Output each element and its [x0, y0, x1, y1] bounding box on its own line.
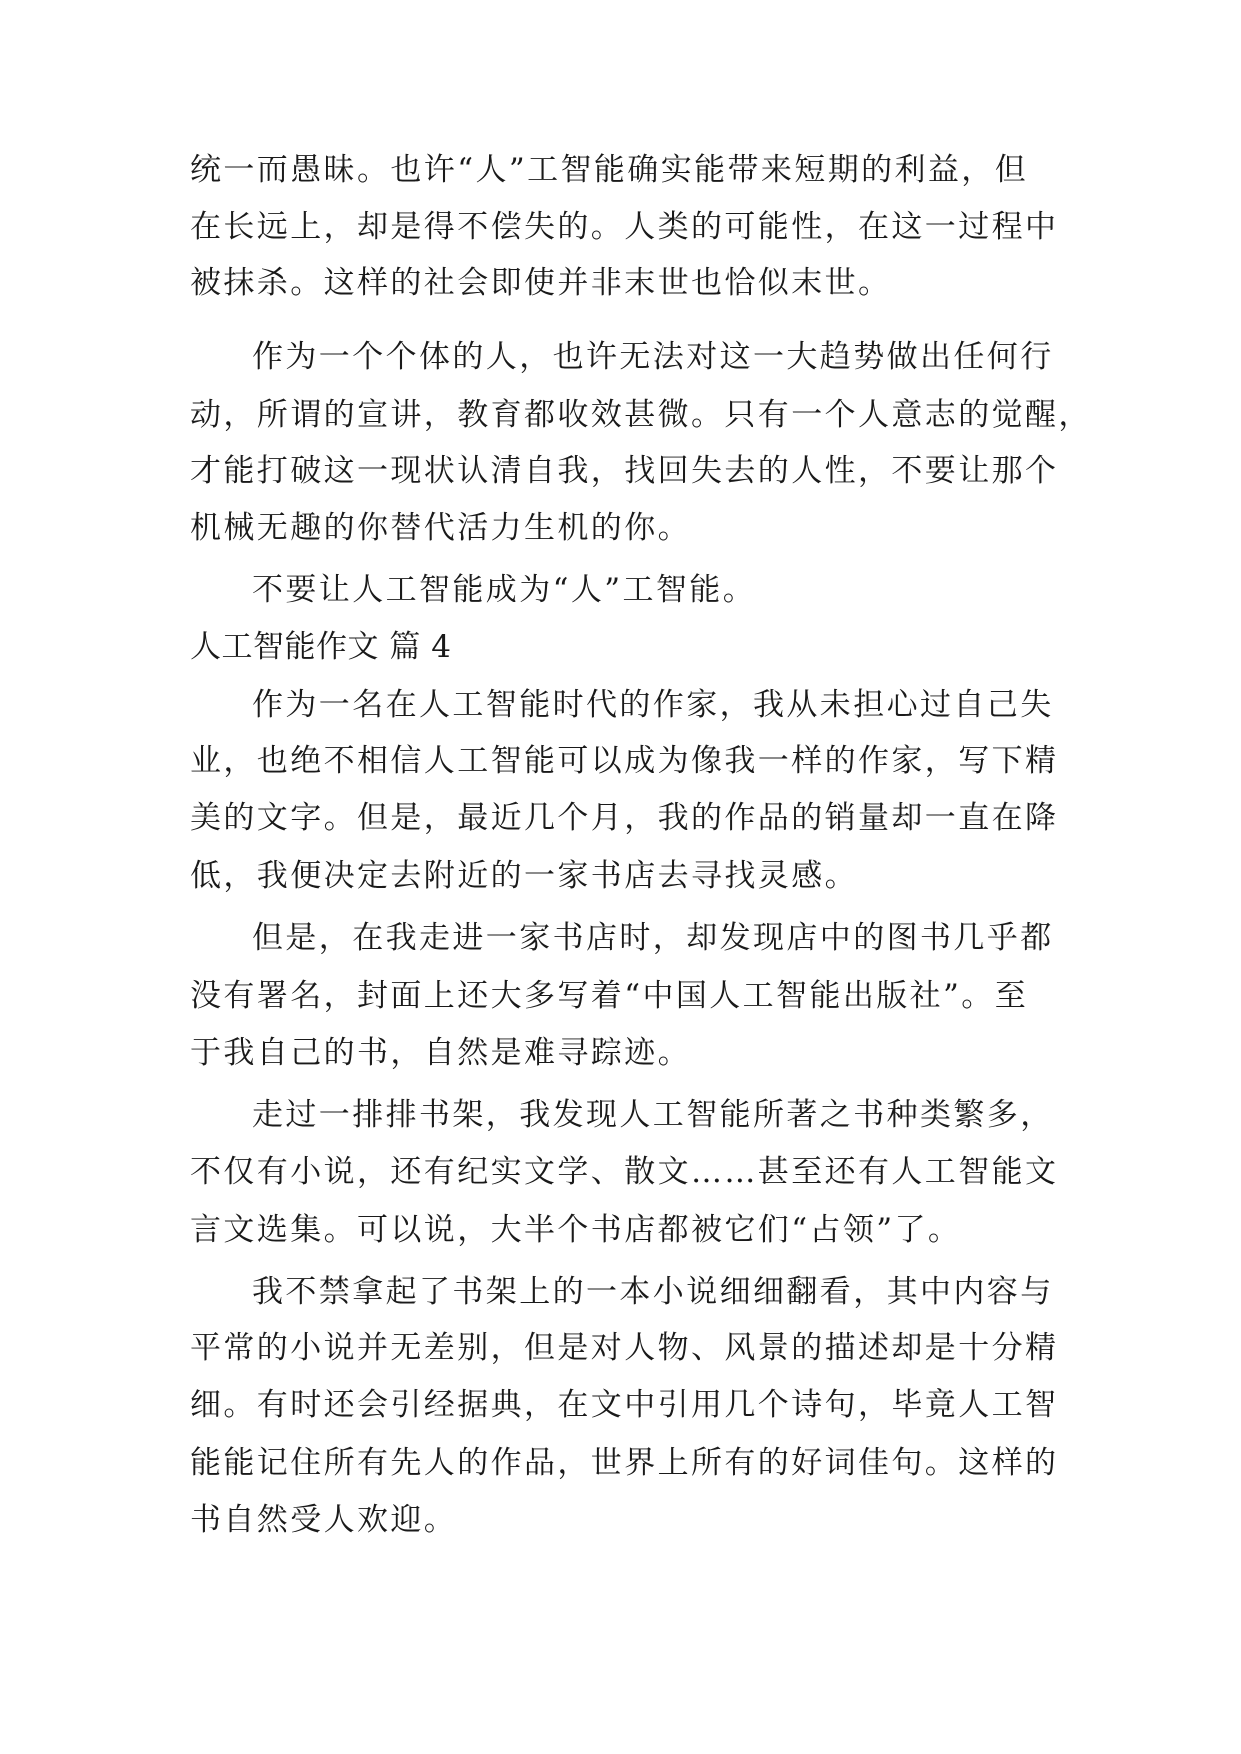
section-heading: 人工智能作文 篇 4	[190, 629, 452, 665]
text-line: 言文选集。可以说，大半个书店都被它们“占领”了。	[190, 1212, 962, 1248]
text-line: 于我自己的书，自然是难寻踪迹。	[190, 1035, 691, 1071]
text-line: 能能记住所有先人的作品，世界上所有的好词佳句。这样的	[190, 1445, 1059, 1481]
text-line: 在长远上，却是得不偿失的。人类的可能性，在这一过程中	[190, 209, 1059, 245]
text-line: 我不禁拿起了书架上的一本小说细细翻看，其中内容与	[252, 1274, 1054, 1310]
text-line: 细。有时还会引经据典，在文中引用几个诗句，毕竟人工智	[190, 1387, 1059, 1423]
text-line: 平常的小说并无差别，但是对人物、风景的描述却是十分精	[190, 1330, 1059, 1366]
text-line: 走过一排排书架，我发现人工智能所著之书种类繁多，	[252, 1097, 1054, 1133]
text-line: 但是，在我走进一家书店时，却发现店中的图书几乎都	[252, 920, 1054, 956]
text-line: 统一而愚昧。也许“人”工智能确实能带来短期的利益，但	[190, 152, 1029, 188]
text-line: 书自然受人欢迎。	[190, 1502, 458, 1538]
text-line: 不要让人工智能成为“人”工智能。	[252, 572, 757, 608]
text-line: 动，所谓的宣讲，教育都收效甚微。只有一个人意志的觉醒，	[190, 397, 1092, 433]
text-line: 不仅有小说，还有纪实文学、散文……甚至还有人工智能文	[190, 1154, 1059, 1190]
text-line: 作为一名在人工智能时代的作家，我从未担心过自己失	[252, 687, 1054, 723]
text-line: 没有署名，封面上还大多写着“中国人工智能出版社”。至	[190, 978, 1029, 1014]
text-line: 低，我便决定去附近的一家书店去寻找灵感。	[190, 858, 858, 894]
text-line: 美的文字。但是，最近几个月，我的作品的销量却一直在降	[190, 800, 1059, 836]
text-line: 才能打破这一现状认清自我，找回失去的人性，不要让那个	[190, 453, 1059, 489]
text-line: 被抹杀。这样的社会即使并非末世也恰似末世。	[190, 265, 892, 301]
text-line: 机械无趣的你替代活力生机的你。	[190, 510, 691, 546]
text-line: 业，也绝不相信人工智能可以成为像我一样的作家，写下精	[190, 743, 1059, 779]
text-line: 作为一个个体的人，也许无法对这一大趋势做出任何行	[252, 339, 1054, 375]
